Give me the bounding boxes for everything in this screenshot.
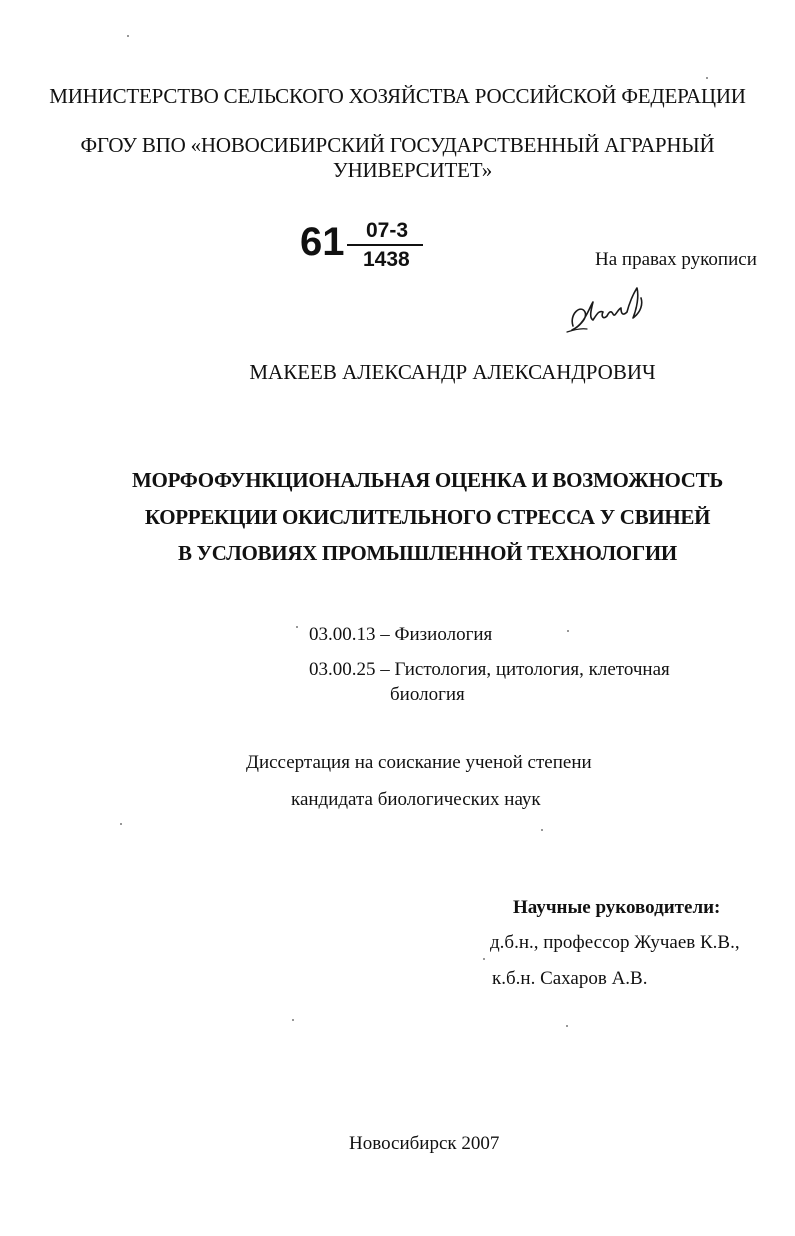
scan-speck (567, 630, 569, 632)
scan-speck (296, 626, 298, 628)
manuscript-rights-note: На правах рукописи (595, 249, 757, 270)
scan-speck (120, 823, 122, 825)
scan-speck (292, 1019, 294, 1021)
signature-icon (563, 274, 653, 338)
title-line-3: В УСЛОВИЯХ ПРОМЫШЛЕННОЙ ТЕХНОЛОГИИ (178, 541, 677, 565)
cipher-denominator: 1438 (363, 248, 410, 271)
title-line-1: МОРФОФУНКЦИОНАЛЬНАЯ ОЦЕНКА И ВОЗМОЖНОСТЬ (132, 468, 723, 492)
degree-statement-line1: Диссертация на соискание ученой степени (246, 752, 592, 773)
scan-speck (127, 35, 129, 37)
ministry-name: МИНИСТЕРСТВО СЕЛЬСКОГО ХОЗЯЙСТВА РОССИЙСКОЙ ФЕДЕРАЦИИ (49, 84, 746, 108)
scan-speck (483, 958, 485, 960)
scan-speck (566, 1025, 568, 1027)
supervisors-heading: Научные руководители: (513, 897, 721, 918)
scan-speck (541, 829, 543, 831)
supervisor-2: к.б.н. Сахаров А.В. (492, 968, 648, 989)
title-line-2: КОРРЕКЦИИ ОКИСЛИТЕЛЬНОГО СТРЕССА У СВИНЕЙ (144, 505, 711, 529)
city-and-year: Новосибирск 2007 (349, 1133, 500, 1154)
supervisor-1: д.б.н., профессор Жучаев К.В., (490, 932, 740, 953)
cipher-numerator: 07-3 (366, 219, 409, 242)
scan-speck (706, 77, 708, 79)
author-name: МАКЕЕВ АЛЕКСАНДР АЛЕКСАНДРОВИЧ (249, 360, 656, 384)
cipher-main-number: 61 (300, 220, 345, 264)
specialty-physiology: 03.00.13 – Физиология (309, 624, 493, 645)
cipher-fraction-rule (347, 244, 423, 246)
specialty-histology-continuation: биология (390, 684, 465, 705)
degree-statement-line2: кандидата биологических наук (291, 789, 541, 810)
university-name-line2: УНИВЕРСИТЕТ» (332, 158, 493, 182)
specialty-histology: 03.00.25 – Гистология, цитология, клеточная (309, 659, 670, 680)
university-name-line1: ФГОУ ВПО «НОВОСИБИРСКИЙ ГОСУДАРСТВЕННЫЙ АГРАРНЫЙ (80, 133, 715, 157)
